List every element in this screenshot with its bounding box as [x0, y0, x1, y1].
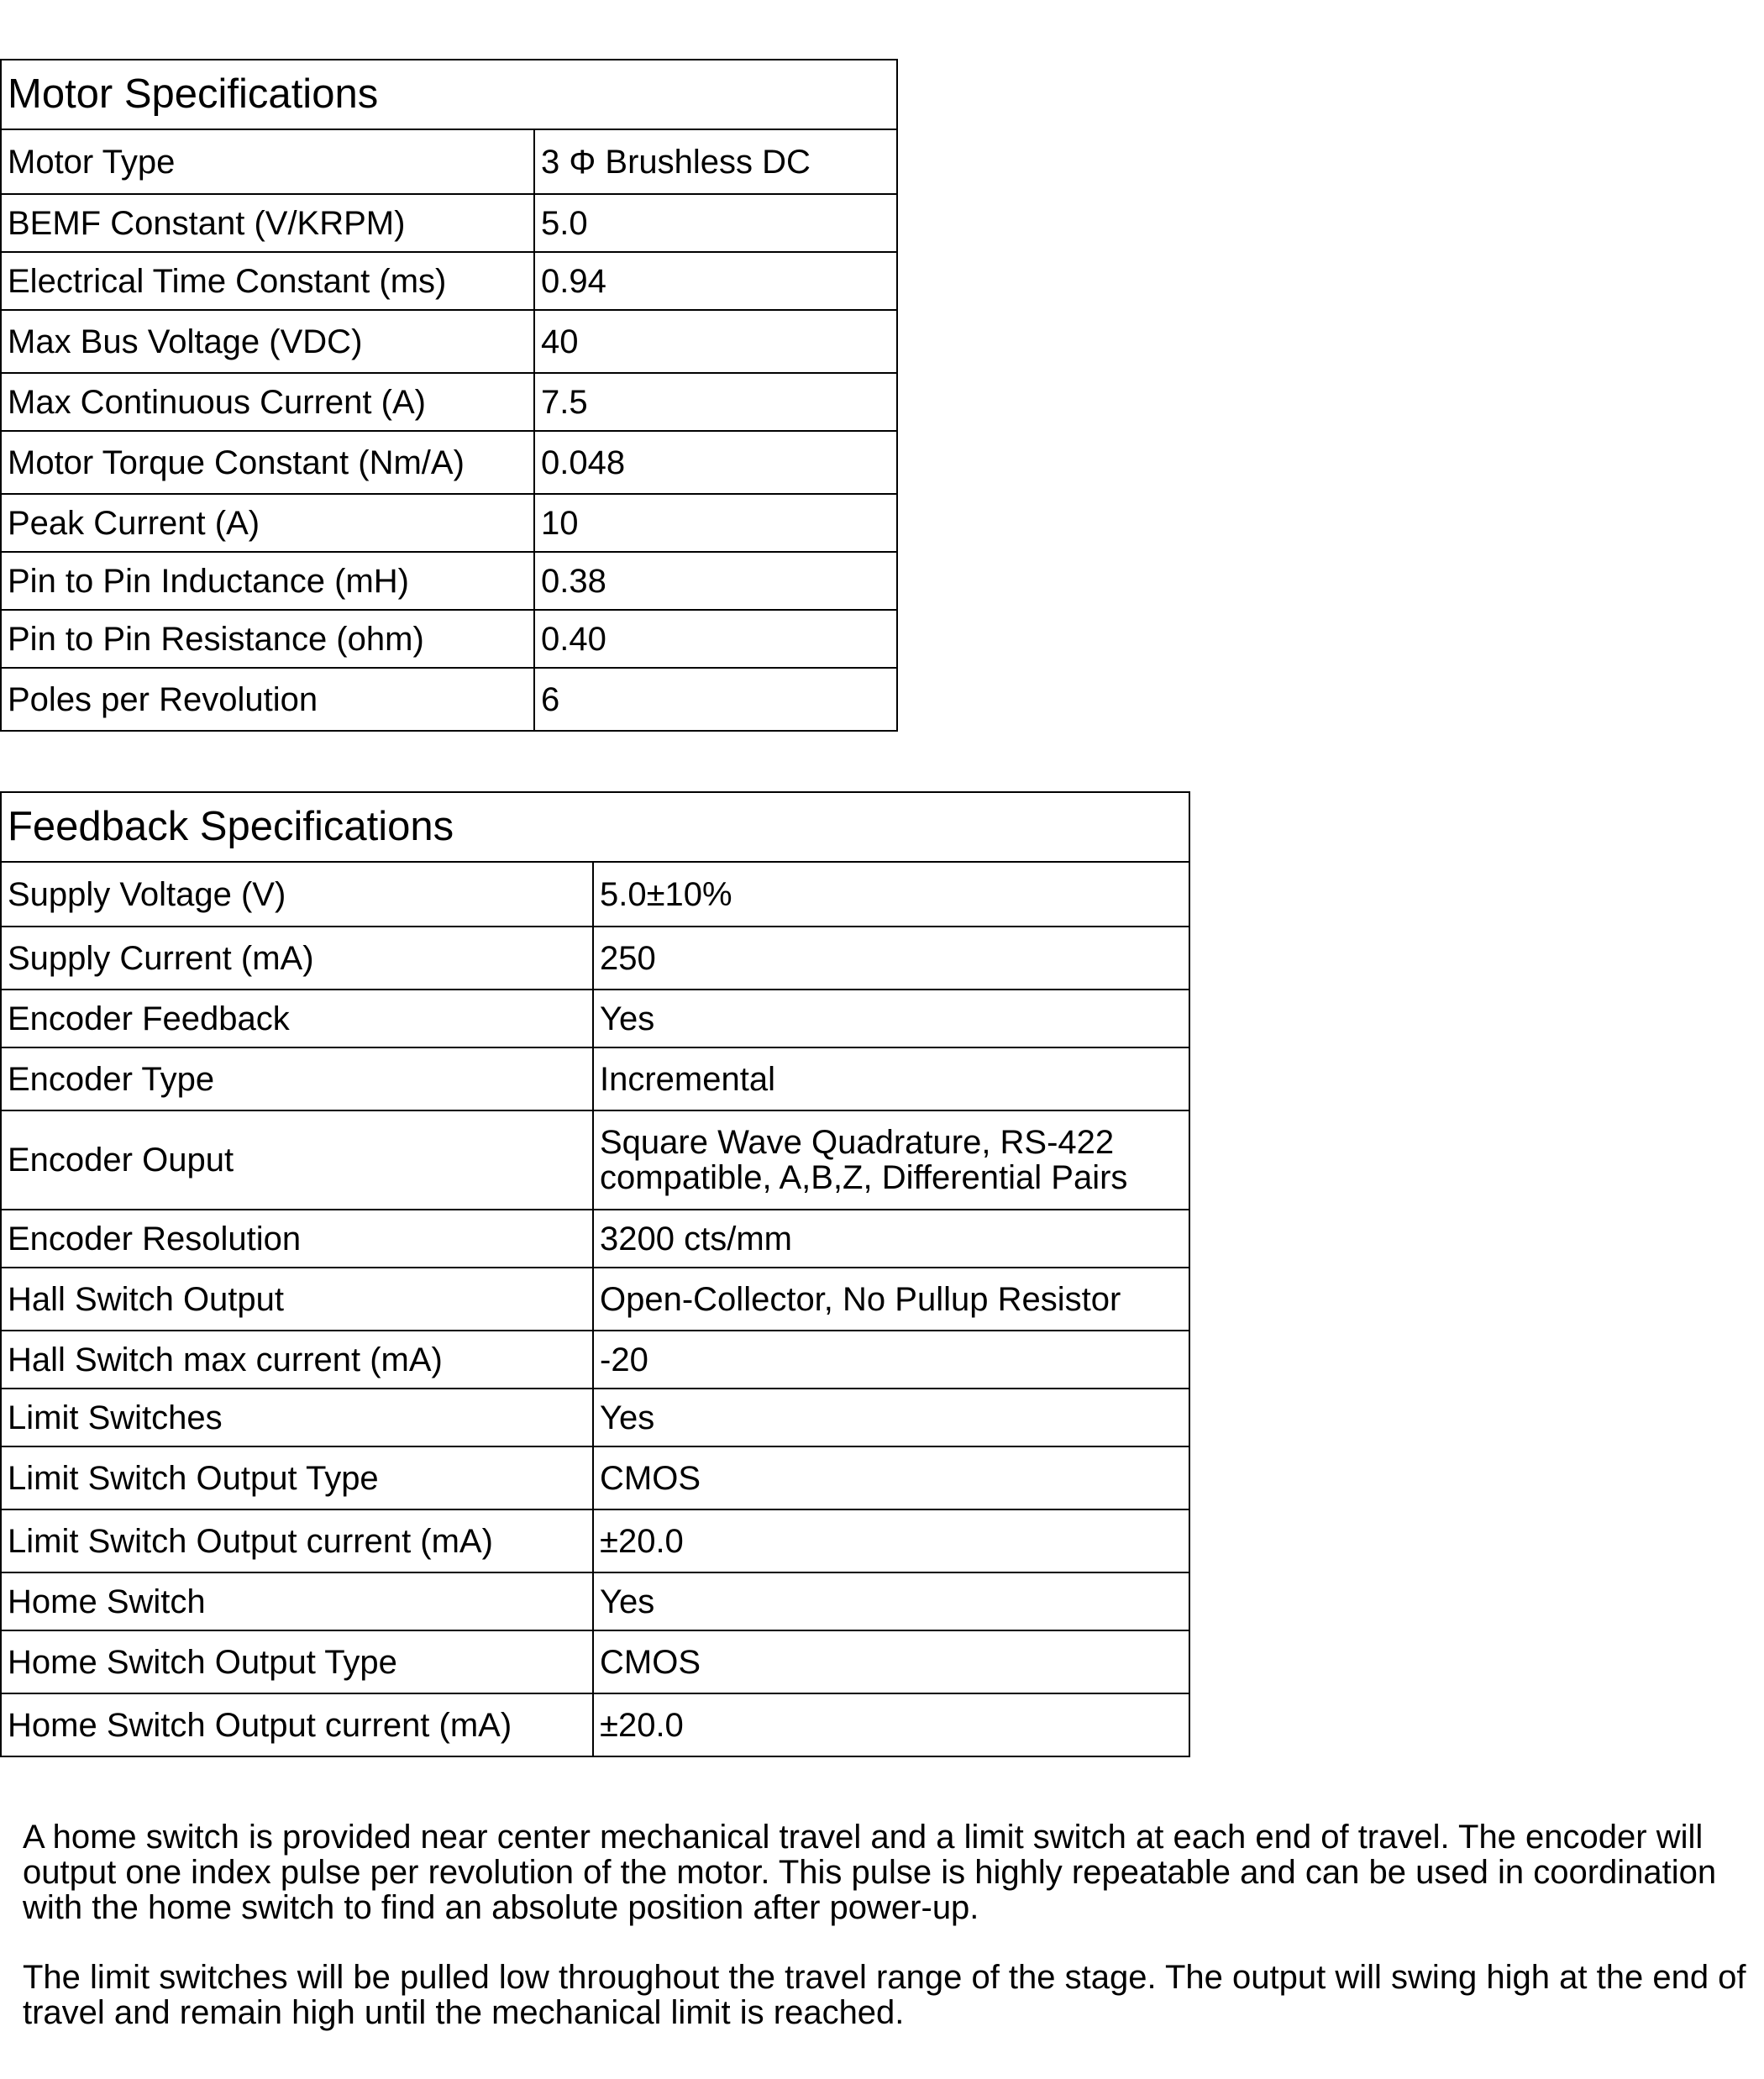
table-row	[1, 1693, 1189, 1756]
spec-label: Max Continuous Current (A)	[1, 373, 534, 431]
table-row	[1, 862, 1189, 927]
table-row	[1, 927, 1189, 990]
spec-value: Yes	[593, 1389, 1189, 1446]
spec-value: CMOS	[593, 1630, 1189, 1693]
table-row	[1, 1446, 1189, 1509]
table-title-row	[1, 792, 1189, 862]
spec-label: Motor Torque Constant (Nm/A)	[1, 431, 534, 494]
spec-value: 0.94	[534, 252, 897, 310]
spec-label: Home Switch	[1, 1572, 593, 1630]
spec-label: Peak Current (A)	[1, 494, 534, 552]
table-row	[1, 1509, 1189, 1572]
table-row	[1, 1210, 1189, 1268]
table-row	[1, 129, 897, 194]
table-row	[1, 1331, 1189, 1389]
spec-value: CMOS	[593, 1446, 1189, 1509]
spec-value: 5.0	[534, 194, 897, 252]
spec-value: Square Wave Quadrature, RS-422 compatible, A,B,Z, Differential Pairs	[593, 1110, 1189, 1210]
spec-label: Motor Type	[1, 129, 534, 194]
spec-value: 7.5	[534, 373, 897, 431]
spec-label: Pin to Pin Resistance (ohm)	[1, 610, 534, 668]
spec-label: Pin to Pin Inductance (mH)	[1, 552, 534, 610]
spec-value: Yes	[593, 990, 1189, 1047]
table-row	[1, 990, 1189, 1047]
spec-value: Open-Collector, No Pullup Resistor	[593, 1268, 1189, 1331]
spec-label: Encoder Resolution	[1, 1210, 593, 1268]
motor-specifications-table	[0, 59, 898, 732]
spec-value: 0.048	[534, 431, 897, 494]
table-row	[1, 1389, 1189, 1446]
spec-label: Home Switch Output Type	[1, 1630, 593, 1693]
feedback-specifications-title: Feedback Specifications	[1, 792, 1189, 862]
spec-value: 40	[534, 310, 897, 373]
spec-label: Home Switch Output current (mA)	[1, 1693, 593, 1756]
table-row	[1, 1268, 1189, 1331]
spec-label: Electrical Time Constant (ms)	[1, 252, 534, 310]
spec-value: Incremental	[593, 1047, 1189, 1110]
spec-value: Yes	[593, 1572, 1189, 1630]
spec-value: 3200 cts/mm	[593, 1210, 1189, 1268]
table-title-row	[1, 60, 897, 129]
spec-value: 3 Φ Brushless DC	[534, 129, 897, 194]
table-row	[1, 1630, 1189, 1693]
spec-label: Encoder Ouput	[1, 1110, 593, 1210]
spec-label: Hall Switch max current (mA)	[1, 1331, 593, 1389]
spec-label: Supply Voltage (V)	[1, 862, 593, 927]
table-row	[1, 610, 897, 668]
table-row	[1, 252, 897, 310]
spec-value: 250	[593, 927, 1189, 990]
table-row	[1, 194, 897, 252]
table-row	[1, 310, 897, 373]
spec-value: ±20.0	[593, 1693, 1189, 1756]
spec-label: BEMF Constant (V/KRPM)	[1, 194, 534, 252]
spec-value: 0.38	[534, 552, 897, 610]
spec-label: Encoder Type	[1, 1047, 593, 1110]
spec-value: 0.40	[534, 610, 897, 668]
spec-value: 10	[534, 494, 897, 552]
spec-label: Limit Switch Output current (mA)	[1, 1509, 593, 1572]
spec-label: Supply Current (mA)	[1, 927, 593, 990]
table-row	[1, 1047, 1189, 1110]
feedback-specifications-table	[0, 791, 1190, 1757]
table-row	[1, 373, 897, 431]
spec-value: ±20.0	[593, 1509, 1189, 1572]
spec-value: -20	[593, 1331, 1189, 1389]
table-row	[1, 431, 897, 494]
table-row	[1, 1110, 1189, 1210]
home-switch-note: A home switch is provided near center mechanical travel and a limit switch at each end of travel. The encoder will output one index pulse per revolution of the motor. This pulse is highly repeatable and can be used in coordination with the home switch to find an absolute position after power-up.	[23, 1819, 1717, 1926]
spec-label: Limit Switches	[1, 1389, 593, 1446]
table-row	[1, 494, 897, 552]
table-row	[1, 552, 897, 610]
spec-label: Poles per Revolution	[1, 668, 534, 731]
spec-label: Max Bus Voltage (VDC)	[1, 310, 534, 373]
table-row	[1, 668, 897, 731]
limit-switch-note: The limit switches will be pulled low throughout the travel range of the stage. The output will swing high at the end of travel and remain high until the mechanical limit is reached.	[23, 1959, 1746, 2031]
table-row	[1, 1572, 1189, 1630]
spec-label: Hall Switch Output	[1, 1268, 593, 1331]
spec-label: Encoder Feedback	[1, 990, 593, 1047]
spec-value: 6	[534, 668, 897, 731]
spec-label: Limit Switch Output Type	[1, 1446, 593, 1509]
motor-specifications-title: Motor Specifications	[1, 60, 897, 129]
spec-value: 5.0±10%	[593, 862, 1189, 927]
